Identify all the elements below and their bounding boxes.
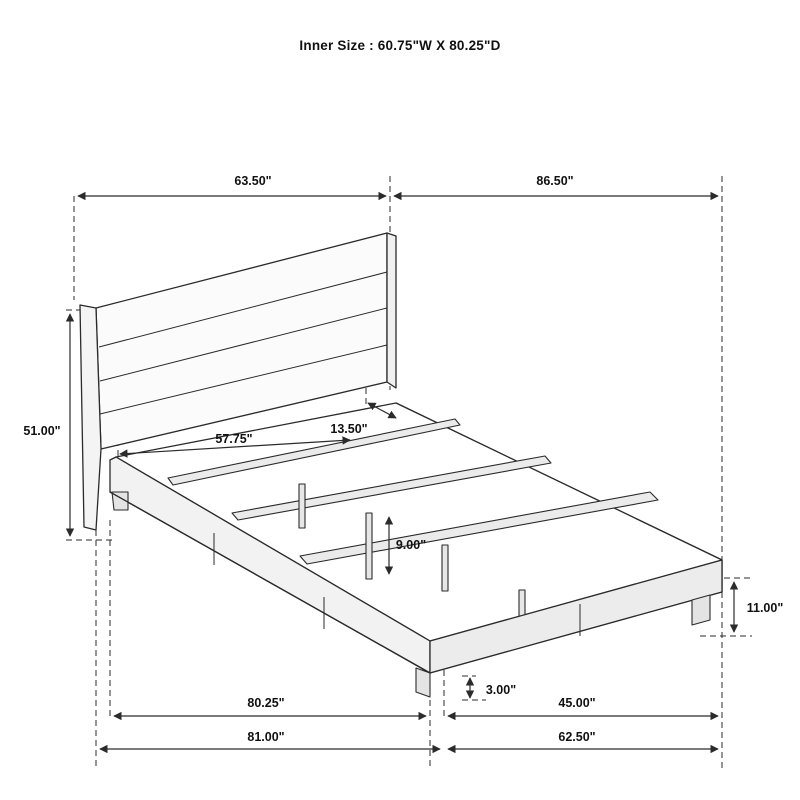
dim-headboard-to-rail: 13.50" — [330, 422, 368, 436]
dim-rail-height: 11.00" — [746, 601, 784, 615]
dim-bottom-left-span: 81.00" — [247, 730, 285, 744]
dim-lower-left-span: 80.25" — [247, 696, 285, 710]
dim-headboard-width-top: 63.50" — [234, 174, 272, 188]
dim-headboard-height-left: 51.00" — [23, 424, 61, 438]
dim-ground-clearance: 3.00" — [485, 683, 517, 697]
bed-illustration — [80, 233, 722, 697]
dim-bottom-right-span: 62.50" — [558, 730, 596, 744]
dim-slat-height: 9.00" — [395, 538, 427, 552]
page-title: Inner Size : 60.75"W X 80.25"D — [299, 38, 501, 53]
headboard-right-post — [387, 233, 396, 388]
foot-back-right — [692, 595, 710, 625]
dim-inner-headboard-width: 57.75" — [215, 432, 253, 446]
dim-bed-length-top: 86.50" — [536, 174, 574, 188]
dim-lower-right-span: 45.00" — [558, 696, 596, 710]
